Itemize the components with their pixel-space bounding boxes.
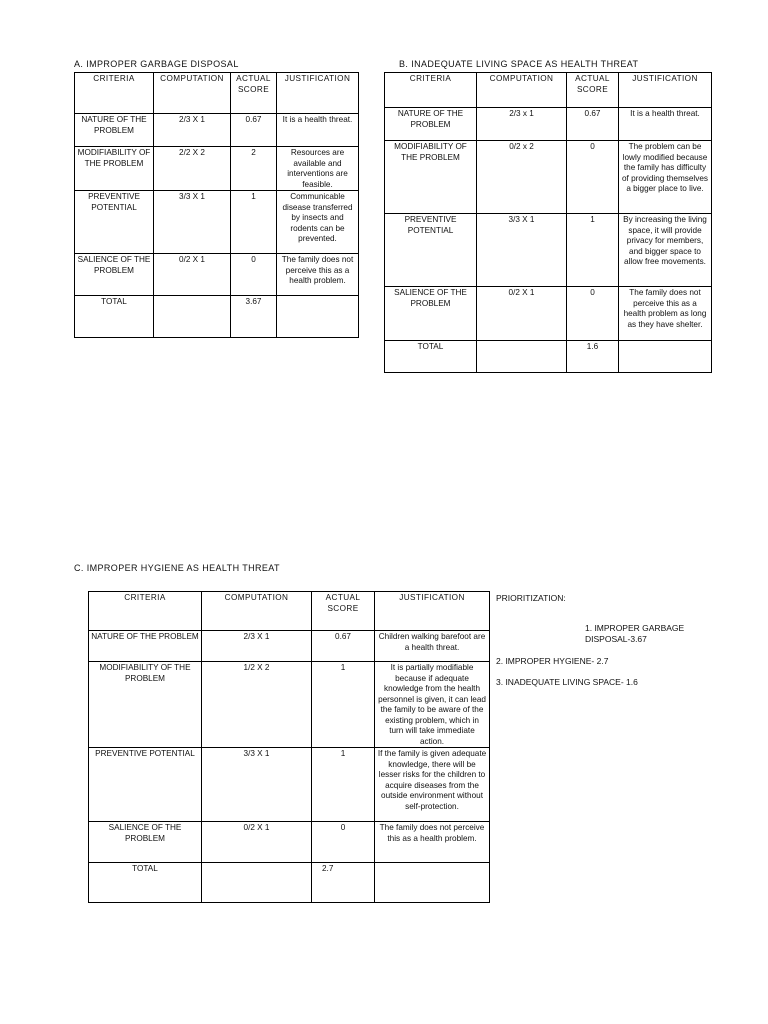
score-cell: 1 (312, 748, 375, 822)
total-score: 3.67 (231, 296, 277, 338)
header-computation: COMPUTATION (477, 73, 567, 108)
computation-cell: 3/3 X 1 (154, 191, 231, 254)
score-cell: 1 (567, 214, 619, 287)
table-a-title: A. IMPROPER GARBAGE DISPOSAL (74, 59, 239, 69)
header-computation: COMPUTATION (202, 592, 312, 631)
computation-cell: 0/2 X 1 (154, 254, 231, 296)
total-label: TOTAL (89, 863, 202, 903)
criteria-cell: MODIFIABILITY OF THE PROBLEM (89, 662, 202, 748)
header-computation: COMPUTATION (154, 73, 231, 114)
criteria-cell: SALIENCE OF THE PROBLEM (89, 822, 202, 863)
computation-cell: 1/2 X 2 (202, 662, 312, 748)
criteria-cell: PREVENTIVE POTENTIAL (75, 191, 154, 254)
total-score: 1.6 (567, 341, 619, 373)
header-actual-score: ACTUAL SCORE (312, 592, 375, 631)
priority-item-2: 2. IMPROPER HYGIENE- 2.7 (496, 656, 609, 666)
score-cell: 1 (312, 662, 375, 748)
total-row (89, 863, 490, 903)
table-b (384, 72, 712, 373)
computation-cell: 2/3 X 1 (154, 114, 231, 147)
justification-cell: Communicable disease transferred by insects and rodents can be prevented. (277, 191, 359, 254)
criteria-cell: SALIENCE OF THE PROBLEM (385, 287, 477, 341)
table-c-title: C. IMPROPER HYGIENE AS HEALTH THREAT (74, 563, 280, 573)
table-b-header (385, 73, 712, 108)
criteria-cell: PREVENTIVE POTENTIAL (89, 748, 202, 822)
table-row (385, 214, 712, 287)
justification-cell: It is a health threat. (277, 114, 359, 147)
total-computation (477, 341, 567, 373)
total-justification (619, 341, 712, 373)
table-row (75, 114, 359, 147)
justification-cell: Children walking barefoot are a health threat. (375, 631, 490, 662)
header-justification: JUSTIFICATION (375, 592, 490, 631)
table-row (75, 147, 359, 191)
score-cell: 0.67 (567, 108, 619, 141)
total-computation (154, 296, 231, 338)
computation-cell: 2/2 X 2 (154, 147, 231, 191)
score-cell: 0.67 (312, 631, 375, 662)
table-row (89, 748, 490, 822)
justification-cell: If the family is given adequate knowledge, there will be lesser risks for the children to acquire diseases from the outside environment without self-protection. (375, 748, 490, 822)
justification-cell: It is partially modifiable because if adequate knowledge from the health personnel is given, it can lead the family to be aware of the existing problem, which in turn will take immediate action. (375, 662, 490, 748)
header-justification: JUSTIFICATION (277, 73, 359, 114)
table-row (385, 141, 712, 214)
computation-cell: 3/3 X 1 (477, 214, 567, 287)
table-row (89, 822, 490, 863)
computation-cell: 0/2 X 1 (202, 822, 312, 863)
criteria-cell: NATURE OF THE PROBLEM (385, 108, 477, 141)
criteria-cell: PREVENTIVE POTENTIAL (385, 214, 477, 287)
table-c (88, 591, 490, 903)
justification-cell: The family does not perceive this as a health problem. (375, 822, 490, 863)
table-row (385, 108, 712, 141)
criteria-cell: NATURE OF THE PROBLEM (89, 631, 202, 662)
score-cell: 0 (312, 822, 375, 863)
justification-cell: The family does not perceive this as a health problem. (277, 254, 359, 296)
computation-cell: 3/3 X 1 (202, 748, 312, 822)
header-criteria: CRITERIA (89, 592, 202, 631)
table-row (89, 631, 490, 662)
header-actual-score: ACTUAL SCORE (567, 73, 619, 108)
priority-item-3: 3. INADEQUATE LIVING SPACE- 1.6 (496, 677, 638, 687)
header-criteria: CRITERIA (385, 73, 477, 108)
justification-cell: Resources are available and interventions are feasible. (277, 147, 359, 191)
score-cell: 0 (567, 141, 619, 214)
total-justification (277, 296, 359, 338)
table-row (75, 191, 359, 254)
justification-cell: The problem can be lowly modified because the family has difficulty of providing themselves a bigger place to live. (619, 141, 712, 214)
table-a (74, 72, 359, 338)
table-a-header (75, 73, 359, 114)
computation-cell: 2/3 X 1 (202, 631, 312, 662)
score-cell: 0 (567, 287, 619, 341)
total-label: TOTAL (75, 296, 154, 338)
table-row (89, 662, 490, 748)
criteria-cell: MODIFIABILITY OF THE PROBLEM (75, 147, 154, 191)
computation-cell: 0/2 x 2 (477, 141, 567, 214)
criteria-cell: MODIFIABILITY OF THE PROBLEM (385, 141, 477, 214)
justification-cell: The family does not perceive this as a health problem as long as they have shelter. (619, 287, 712, 341)
criteria-cell: SALIENCE OF THE PROBLEM (75, 254, 154, 296)
justification-cell: By increasing the living space, it will provide privacy for members, and bigger space to allow free movements. (619, 214, 712, 287)
justification-cell: It is a health threat. (619, 108, 712, 141)
total-computation (202, 863, 312, 903)
table-row (75, 254, 359, 296)
table-c-header (89, 592, 490, 631)
score-cell: 0.67 (231, 114, 277, 147)
header-actual-score: ACTUAL SCORE (231, 73, 277, 114)
header-criteria: CRITERIA (75, 73, 154, 114)
header-justification: JUSTIFICATION (619, 73, 712, 108)
total-score: 2.7 (312, 863, 375, 903)
table-row (385, 287, 712, 341)
score-cell: 2 (231, 147, 277, 191)
priority-item-1: 1. IMPROPER GARBAGE DISPOSAL-3.67 (585, 623, 685, 644)
computation-cell: 0/2 X 1 (477, 287, 567, 341)
prioritization-title: PRIORITIZATION: (496, 593, 566, 603)
score-cell: 1 (231, 191, 277, 254)
total-row (75, 296, 359, 338)
criteria-cell: NATURE OF THE PROBLEM (75, 114, 154, 147)
score-cell: 0 (231, 254, 277, 296)
total-label: TOTAL (385, 341, 477, 373)
computation-cell: 2/3 x 1 (477, 108, 567, 141)
table-b-title: B. INADEQUATE LIVING SPACE AS HEALTH THREAT (399, 59, 639, 69)
total-justification (375, 863, 490, 903)
total-row (385, 341, 712, 373)
